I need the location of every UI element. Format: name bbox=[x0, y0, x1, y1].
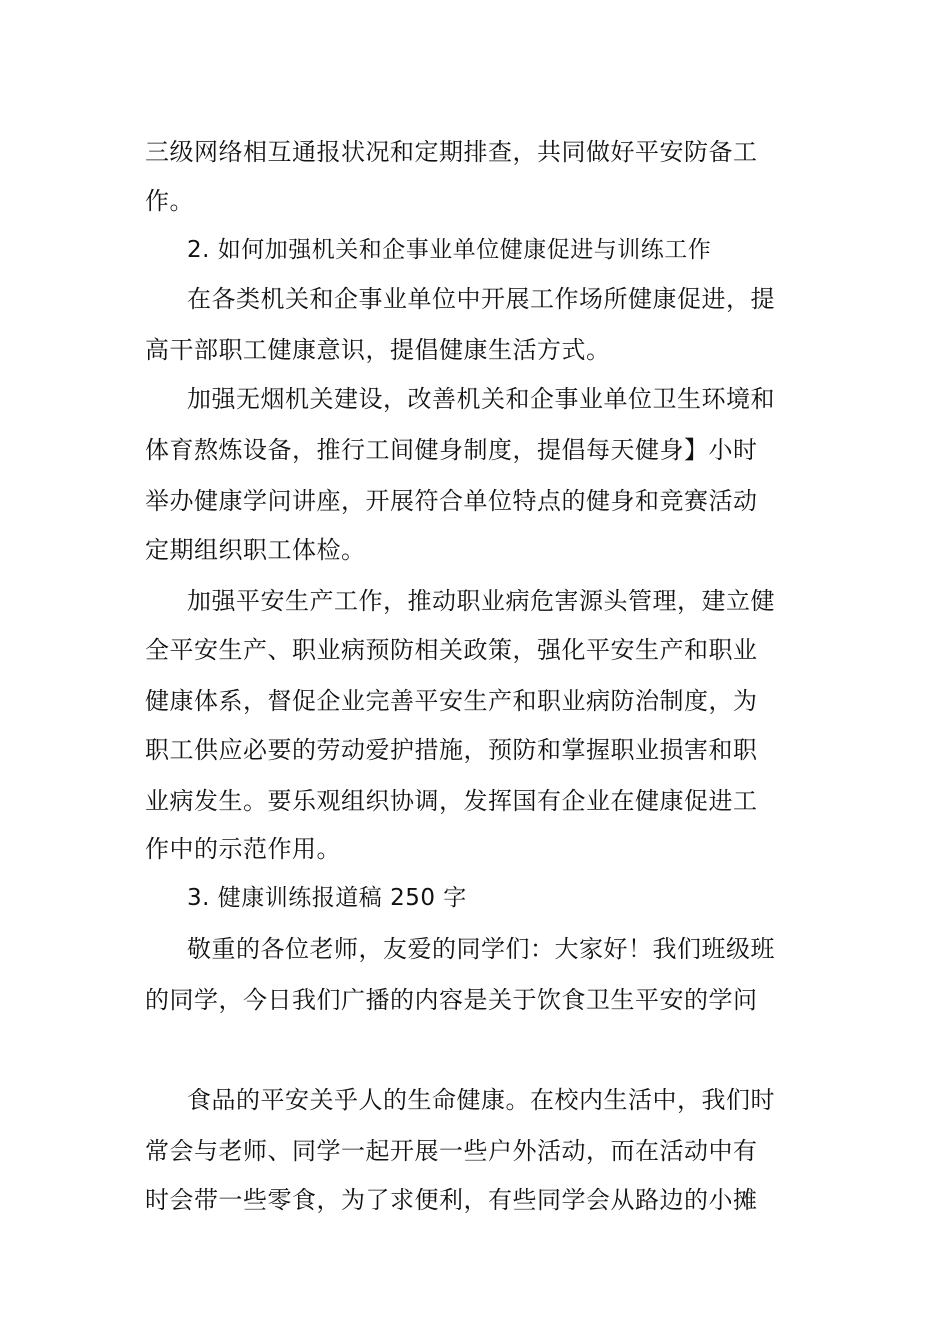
text-line: 作中的示范作用。 bbox=[145, 835, 341, 863]
text-line: 作。 bbox=[145, 187, 194, 215]
text-line: 时会带一些零食，为了求便利，有些同学会从路边的小摊 bbox=[145, 1186, 758, 1214]
text-line: 全平安生产、职业病预防相关政策，强化平安生产和职业 bbox=[145, 636, 758, 664]
text-line: 高干部职工健康意识，提倡健康生活方式。 bbox=[145, 336, 611, 364]
text-line: 加强平安生产工作，推动职业病危害源头管理，建立健 bbox=[187, 587, 775, 615]
text-line: 食品的平安关乎人的生命健康。在校内生活中，我们时 bbox=[187, 1086, 775, 1114]
text-line: 常会与老师、同学一起开展一些户外活动，而在活动中有 bbox=[145, 1137, 758, 1165]
text-line: 定期组织职工体检。 bbox=[145, 536, 366, 564]
text-line: 三级网络相互通报状况和定期排查，共同做好平安防备工 bbox=[145, 138, 758, 166]
section-heading-3: 3. 健康训练报道稿 250 字 bbox=[187, 885, 467, 911]
text-line: 职工供应必要的劳动爱护措施，预防和掌握职业损害和职 bbox=[145, 736, 758, 764]
text-line: 体育熬炼设备，推行工间健身制度，提倡每天健身】小时 bbox=[145, 436, 758, 464]
text-line: 业病发生。要乐观组织协调，发挥国有企业在健康促进工 bbox=[145, 787, 758, 815]
text-line: 敬重的各位老师，友爱的同学们：大家好！我们班级班 bbox=[187, 935, 775, 963]
text-line: 在各类机关和企事业单位中开展工作场所健康促进，提 bbox=[187, 285, 775, 313]
text-line: 举办健康学问讲座，开展符合单位特点的健身和竞赛活动 bbox=[145, 487, 758, 515]
text-line: 健康体系，督促企业完善平安生产和职业病防治制度，为 bbox=[145, 687, 758, 715]
section-heading-2: 2. 如何加强机关和企事业单位健康促进与训练工作 bbox=[187, 237, 712, 263]
text-line: 加强无烟机关建设，改善机关和企事业单位卫生环境和 bbox=[187, 385, 775, 413]
text-line: 的同学，今日我们广播的内容是关于饮食卫生平安的学问 bbox=[145, 986, 758, 1014]
